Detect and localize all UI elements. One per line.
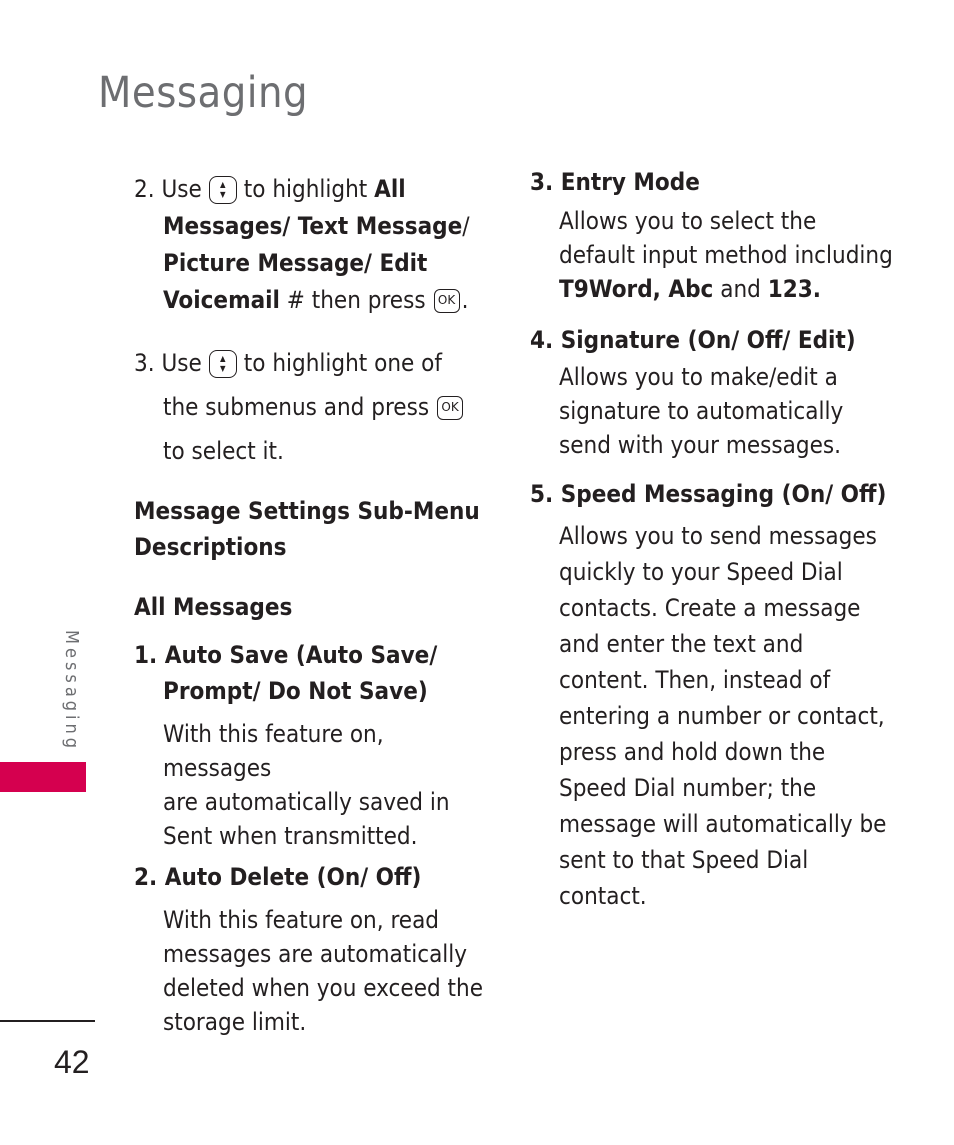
side-tab-label: Messaging <box>61 630 82 753</box>
item-speed-messaging-desc: Allows you to send messages quickly to your Speed Dial contacts. Create a message and enter the text and content. Then, instead of entering a number or contact, press and hold down the Speed Dial number; the message will automatically be sent to that Speed Dial contact. <box>559 522 887 910</box>
step-2-mid: to highlight <box>243 175 368 203</box>
left-column <box>134 171 494 1039</box>
page-title: Messaging <box>98 68 309 118</box>
step-3-line-3: to select it. <box>163 437 284 465</box>
item-auto-delete-desc: With this feature on, read messages are automatically deleted when you exceed the storage limit. <box>163 906 483 1036</box>
step-2-prefix: 2. Use <box>134 175 202 203</box>
step-2-line-4: Voicemail # then press OK . <box>163 286 469 314</box>
up-arrow-icon: ▲ <box>220 180 226 189</box>
step-3-line-2: the submenus and press OK <box>134 385 494 429</box>
item-signature-desc: Allows you to make/edit a signature to automatically send with your messages. <box>559 363 844 459</box>
item-auto-save-title: 1. Auto Save (Auto Save/ Prompt/ Do Not Save) <box>134 641 438 705</box>
item-auto-save-desc: With this feature on, messages are automatically saved in Sent when transmitted. <box>163 720 450 850</box>
side-tab-marker <box>0 762 86 792</box>
item-signature-title: 4. Signature (On/ Off/ Edit) <box>530 326 856 354</box>
step-2 <box>134 171 494 208</box>
section-heading: Message Settings Sub-Menu Descriptions <box>134 497 480 561</box>
step-2-line-3: Picture Message/ Edit <box>163 249 428 277</box>
step-3: 3. Use ▲ ▼ to highlight one of <box>134 349 442 377</box>
item-speed-messaging-title: 5. Speed Messaging (On/ Off) <box>530 480 887 508</box>
step-2-line-2: Messages/ Text Message/ <box>163 212 470 240</box>
up-arrow-icon: ▲ <box>220 354 226 363</box>
navigation-key-icon <box>209 350 237 378</box>
step-2-bold-1: All <box>374 175 406 203</box>
navigation-key-icon <box>209 176 237 204</box>
page-number: 42 <box>54 1044 90 1080</box>
item-entry-mode-title: 3. Entry Mode <box>530 168 700 196</box>
item-entry-mode-desc: Allows you to select the default input method including T9Word, Abc and 123. <box>559 207 893 303</box>
right-column <box>530 164 910 914</box>
down-arrow-icon: ▼ <box>220 190 226 199</box>
item-auto-delete-title: 2. Auto Delete (On/ Off) <box>134 863 422 891</box>
ok-key-icon: OK <box>434 289 460 313</box>
down-arrow-icon: ▼ <box>220 364 226 373</box>
ok-key-icon: OK <box>437 396 463 420</box>
footer-divider <box>0 1020 95 1022</box>
all-messages-heading: All Messages <box>134 593 293 621</box>
